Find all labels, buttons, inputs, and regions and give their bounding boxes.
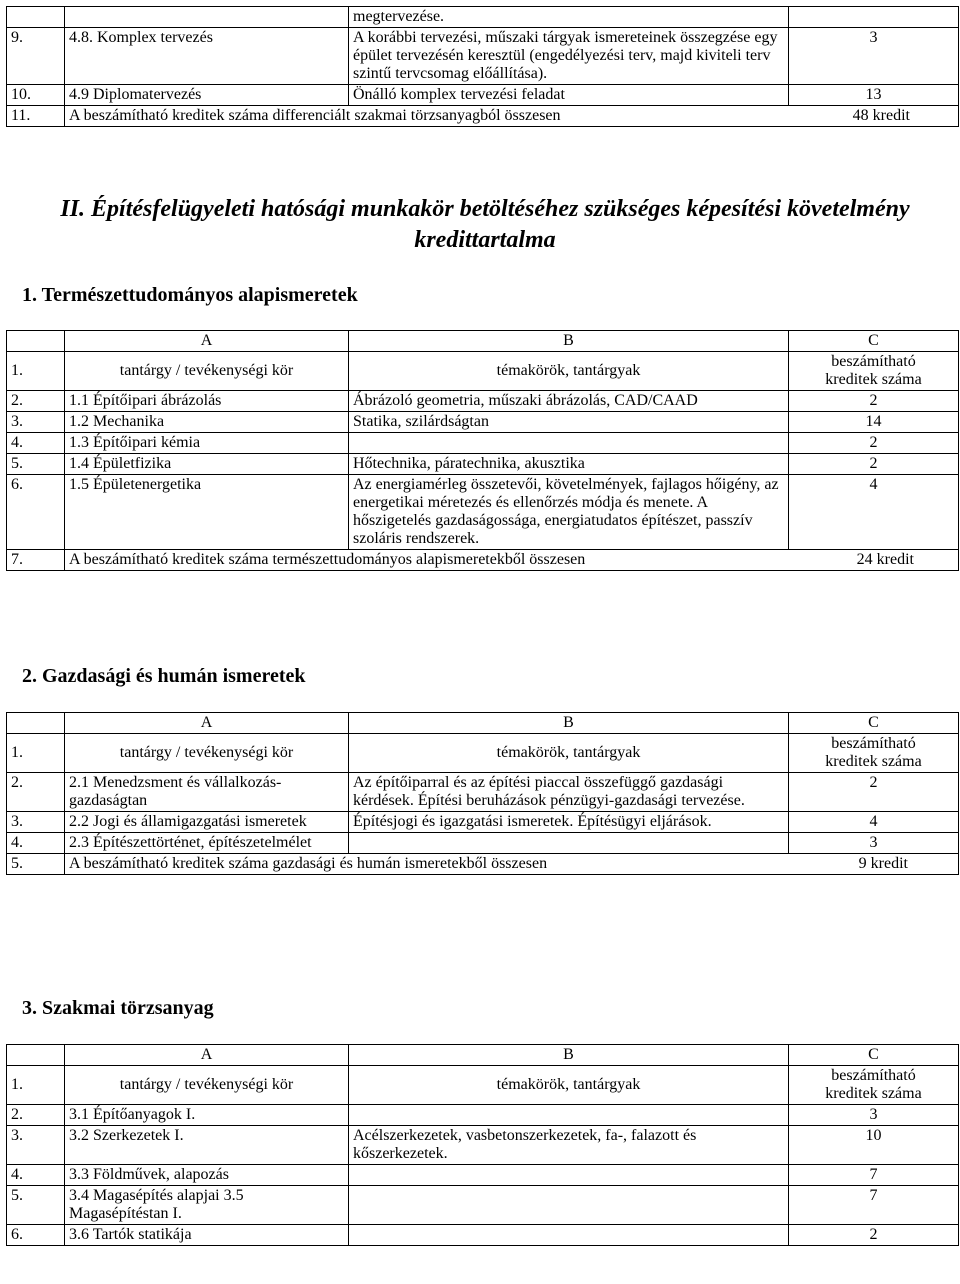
col-c-header-line2: kreditek száma bbox=[825, 371, 922, 388]
col-c-header-line2: kreditek száma bbox=[825, 1085, 922, 1102]
subject-cell: 3.1 Építőanyagok I. bbox=[65, 1105, 349, 1126]
row-number: 7. bbox=[7, 550, 65, 571]
subject-cell: 1.1 Építőipari ábrázolás bbox=[65, 391, 349, 412]
sum-row bbox=[7, 854, 959, 875]
credit-cell bbox=[789, 7, 959, 28]
topics-cell: megtervezése. bbox=[349, 7, 789, 28]
topics-cell: Statika, szilárdságtan bbox=[349, 412, 789, 433]
row-number: 1. bbox=[7, 352, 65, 391]
table-row bbox=[7, 812, 959, 833]
row-number: 11. bbox=[7, 106, 65, 127]
table-row bbox=[7, 7, 959, 28]
row-number: 3. bbox=[7, 1126, 65, 1165]
table-row bbox=[7, 1105, 959, 1126]
col-c-header-line1: beszámítható bbox=[831, 1067, 916, 1084]
row-number: 5. bbox=[7, 454, 65, 475]
row-number: 2. bbox=[7, 391, 65, 412]
col-c-header-line2: kreditek száma bbox=[825, 753, 922, 770]
table-row bbox=[7, 1186, 959, 1225]
table-row bbox=[7, 773, 959, 812]
subject-cell: 4.9 Diplomatervezés bbox=[65, 85, 349, 106]
row-number: 10. bbox=[7, 85, 65, 106]
col-b-header: témakörök, tantárgyak bbox=[349, 1066, 789, 1105]
subject-cell: 2.1 Menedzsment és vállalkozás-gazdaságtan bbox=[65, 773, 349, 812]
row-number: 4. bbox=[7, 433, 65, 454]
credit-cell: 7 bbox=[789, 1165, 959, 1186]
subject-cell: 2.3 Építészettörténet, építészetelmélet bbox=[65, 833, 349, 854]
subject-cell bbox=[65, 7, 349, 28]
topics-cell bbox=[349, 1165, 789, 1186]
letter-header-row bbox=[7, 713, 959, 734]
row-number: 5. bbox=[7, 1186, 65, 1225]
topics-cell: Acélszerkezetek, vasbetonszerkezetek, fa-, falazott és kőszerkezetek. bbox=[349, 1126, 789, 1165]
col-c-letter: C bbox=[789, 1045, 959, 1066]
row-number: 1. bbox=[7, 1066, 65, 1105]
col-c-header bbox=[789, 352, 959, 391]
table-row bbox=[7, 454, 959, 475]
header-row bbox=[7, 734, 959, 773]
credit-cell: 2 bbox=[789, 433, 959, 454]
table-row bbox=[7, 1225, 959, 1246]
section-2-title: 2. Gazdasági és humán ismeretek bbox=[22, 665, 306, 687]
col-a-header: tantárgy / tevékenységi kör bbox=[65, 352, 349, 391]
col-a-letter: A bbox=[65, 1045, 349, 1066]
col-b-letter: B bbox=[349, 331, 789, 352]
sum-cell bbox=[65, 106, 959, 127]
credit-cell: 4 bbox=[789, 812, 959, 833]
letter-header-row bbox=[7, 1045, 959, 1066]
row-number: 3. bbox=[7, 412, 65, 433]
credit-cell: 7 bbox=[789, 1186, 959, 1225]
credit-cell: 10 bbox=[789, 1126, 959, 1165]
top-credit-table bbox=[6, 6, 959, 127]
sum-text: A beszámítható kreditek száma gazdasági és humán ismeretekből összesen bbox=[69, 855, 548, 872]
row-number: 4. bbox=[7, 1165, 65, 1186]
col-a-letter: A bbox=[65, 713, 349, 734]
credit-cell: 2 bbox=[789, 391, 959, 412]
topics-cell: Önálló komplex tervezési feladat bbox=[349, 85, 789, 106]
header-row bbox=[7, 352, 959, 391]
col-b-letter: B bbox=[349, 713, 789, 734]
topics-cell bbox=[349, 1186, 789, 1225]
col-c-letter: C bbox=[789, 331, 959, 352]
row-number: 6. bbox=[7, 1225, 65, 1246]
table-row bbox=[7, 1165, 959, 1186]
sum-cell bbox=[65, 854, 959, 875]
row-number: 1. bbox=[7, 734, 65, 773]
credit-cell: 3 bbox=[789, 28, 959, 85]
table-row bbox=[7, 412, 959, 433]
sum-text: A beszámítható kreditek száma természettudományos alapismeretekből összesen bbox=[69, 551, 586, 568]
section-3-title: 3. Szakmai törzsanyag bbox=[22, 997, 214, 1019]
col-b-letter: B bbox=[349, 1045, 789, 1066]
credit-cell: 2 bbox=[789, 1225, 959, 1246]
col-c-header-line1: beszámítható bbox=[831, 353, 916, 370]
subject-cell: 3.4 Magasépítés alapjai 3.5 Magasépítéstan I. bbox=[65, 1186, 349, 1225]
credit-cell: 2 bbox=[789, 773, 959, 812]
table-row bbox=[7, 28, 959, 85]
table-row bbox=[7, 433, 959, 454]
credit-cell: 13 bbox=[789, 85, 959, 106]
row-number: 2. bbox=[7, 773, 65, 812]
col-c-header bbox=[789, 734, 959, 773]
topics-cell: Építésjogi és igazgatási ismeretek. Építésügyi eljárások. bbox=[349, 812, 789, 833]
subject-cell: 2.2 Jogi és államigazgatási ismeretek bbox=[65, 812, 349, 833]
section-3-table bbox=[6, 1044, 959, 1246]
credit-cell: 4 bbox=[789, 475, 959, 550]
col-a-header: tantárgy / tevékenységi kör bbox=[65, 734, 349, 773]
col-c-header-line1: beszámítható bbox=[831, 735, 916, 752]
subject-cell: 1.2 Mechanika bbox=[65, 412, 349, 433]
topics-cell: Ábrázoló geometria, műszaki ábrázolás, CAD/CAAD bbox=[349, 391, 789, 412]
section-heading: II. Építésfelügyeleti hatósági munkakör betöltéséhez szükséges képesítési követelmény kredittartalma bbox=[60, 196, 910, 253]
col-c-header bbox=[789, 1066, 959, 1105]
credit-cell: 2 bbox=[789, 454, 959, 475]
topics-cell: Hőtechnika, páratechnika, akusztika bbox=[349, 454, 789, 475]
col-b-header: témakörök, tantárgyak bbox=[349, 734, 789, 773]
topics-cell bbox=[349, 433, 789, 454]
sum-text: A beszámítható kreditek száma differenciált szakmai törzsanyagból összesen bbox=[69, 107, 561, 124]
row-number bbox=[7, 7, 65, 28]
col-b-header: témakörök, tantárgyak bbox=[349, 352, 789, 391]
sum-value: 48 kredit bbox=[852, 107, 910, 124]
topics-cell: A korábbi tervezési, műszaki tárgyak ismereteinek összegzése egy épület tervezésén keresztül (engedélyezési terv, majd kiviteli terv szintű tervcsomag előállítása). bbox=[349, 28, 789, 85]
subject-cell: 3.2 Szerkezetek I. bbox=[65, 1126, 349, 1165]
row-number: 9. bbox=[7, 28, 65, 85]
credit-cell: 14 bbox=[789, 412, 959, 433]
row-number: 3. bbox=[7, 812, 65, 833]
credit-cell: 3 bbox=[789, 833, 959, 854]
table-row bbox=[7, 1126, 959, 1165]
table-row bbox=[7, 833, 959, 854]
subject-cell: 1.5 Épületenergetika bbox=[65, 475, 349, 550]
subject-cell: 4.8. Komplex tervezés bbox=[65, 28, 349, 85]
row-number: 4. bbox=[7, 833, 65, 854]
table-row bbox=[7, 475, 959, 550]
sum-row bbox=[7, 550, 959, 571]
row-number: 5. bbox=[7, 854, 65, 875]
col-a-header: tantárgy / tevékenységi kör bbox=[65, 1066, 349, 1105]
table-row bbox=[7, 85, 959, 106]
section-1-title: 1. Természettudományos alapismeretek bbox=[22, 284, 358, 306]
credit-cell: 3 bbox=[789, 1105, 959, 1126]
section-2-table bbox=[6, 712, 959, 875]
subject-cell: 3.3 Földművek, alapozás bbox=[65, 1165, 349, 1186]
subject-cell: 3.6 Tartók statikája bbox=[65, 1225, 349, 1246]
row-number: 2. bbox=[7, 1105, 65, 1126]
subject-cell: 1.4 Épületfizika bbox=[65, 454, 349, 475]
sum-value: 24 kredit bbox=[856, 551, 914, 568]
topics-cell: Az energiamérleg összetevői, követelmények, fajlagos hőigény, az energetikai méretezés és ellenőrzés módja és menete. A hőszigetelés gazdaságossága, energiatudatos építészet, passzív szoláris rendszerek. bbox=[349, 475, 789, 550]
subject-cell: 1.3 Építőipari kémia bbox=[65, 433, 349, 454]
table-row bbox=[7, 391, 959, 412]
section-1-table bbox=[6, 330, 959, 571]
col-a-letter: A bbox=[65, 331, 349, 352]
col-c-letter: C bbox=[789, 713, 959, 734]
topics-cell bbox=[349, 1105, 789, 1126]
header-row bbox=[7, 1066, 959, 1105]
sum-row bbox=[7, 106, 959, 127]
sum-cell bbox=[65, 550, 959, 571]
topics-cell: Az építőiparral és az építési piaccal összefüggő gazdasági kérdések. Építési beruházások pénzügyi-gazdasági tervezése. bbox=[349, 773, 789, 812]
sum-value: 9 kredit bbox=[858, 855, 908, 872]
topics-cell bbox=[349, 833, 789, 854]
letter-header-row bbox=[7, 331, 959, 352]
row-number: 6. bbox=[7, 475, 65, 550]
topics-cell bbox=[349, 1225, 789, 1246]
